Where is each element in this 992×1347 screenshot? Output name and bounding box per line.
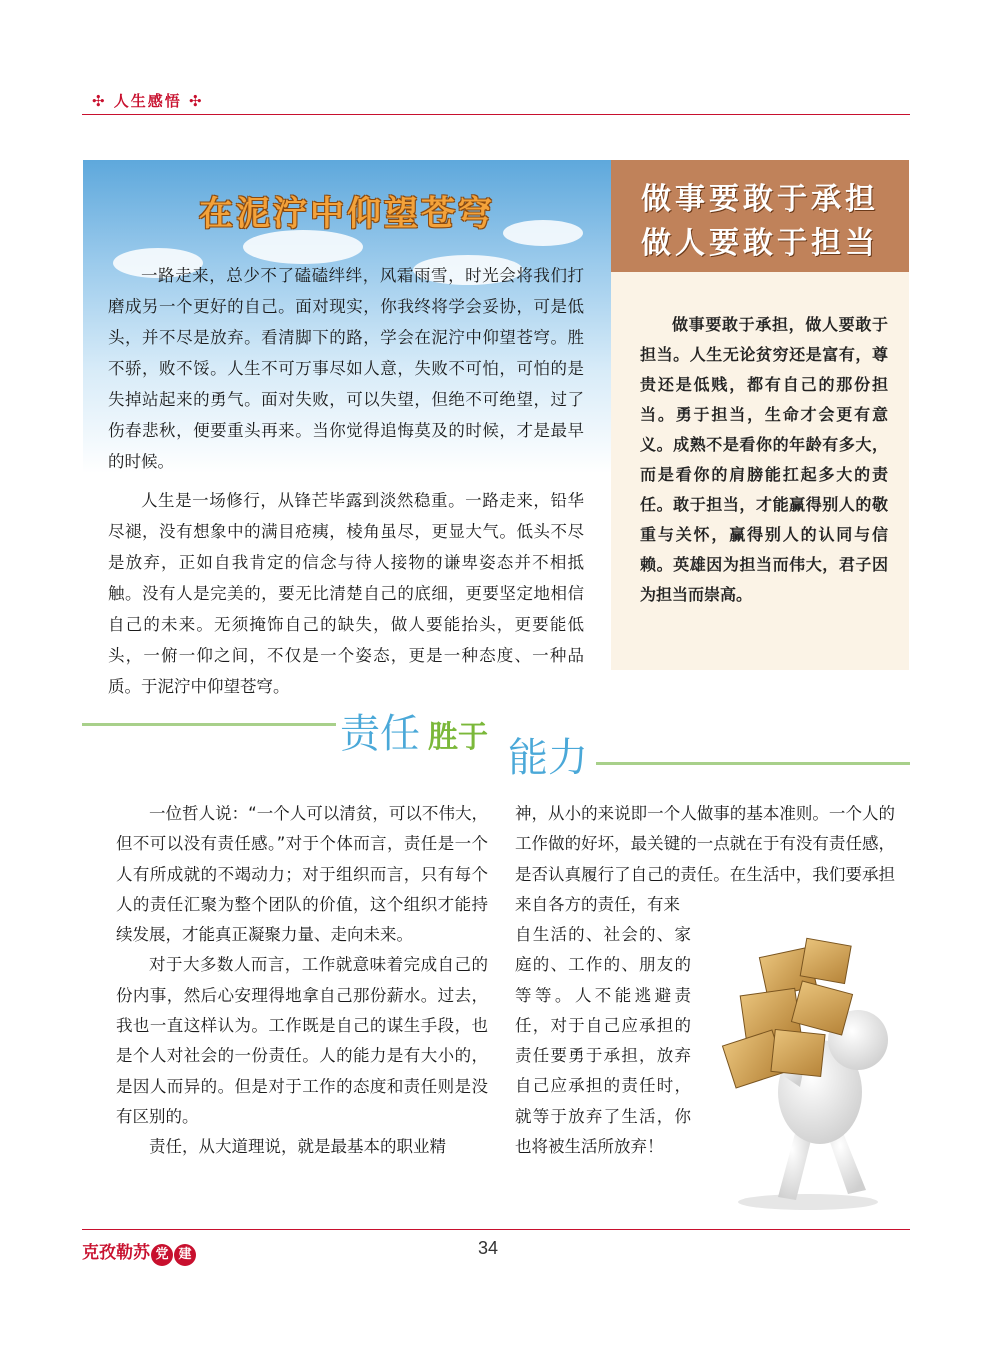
sidebar-body bbox=[640, 310, 888, 610]
sky-paragraph-2: 人生是一场修行，从锋芒毕露到淡然稳重。一路走来，铅华尽褪，没有想象中的满目疮痍，棱角虽尽，更显大气。低头不尽是放弃，正如自我肯定的信念与待人接物的谦卑姿态并不相抵触。没有人是完美的，要无比清楚自己的底细，更要坚定地相信自己的未来。无须掩饰自己的缺失，做人要能抬头，更要能低头，一俯一仰之间，不仅是一个姿态，更是一种态度、一种品质。于泥泞中仰望苍穹。 bbox=[108, 491, 584, 696]
footer-logo-text: 克孜勒苏 bbox=[82, 1243, 150, 1263]
section-title-part3: 能力 bbox=[508, 735, 588, 781]
footer-logo bbox=[82, 1238, 196, 1266]
sidebar-paragraph: 做事要敢于承担，做人要敢于担当。人生无论贫穷还是富有，尊贵还是低贱，都有自己的那份担当。勇于担当，生命才会更有意义。成熟不是看你的年龄有多大，而是看你的肩膀能扛起多大的责任。敢于担当，才能赢得别人的敬重与关怀，赢得别人的认同与信赖。英雄因为担当而伟大，君子因为担当而崇高。 bbox=[640, 315, 888, 604]
main-article-right-narrow bbox=[515, 920, 691, 1162]
section-label: ✣ 人生感悟 ✣ bbox=[92, 92, 204, 110]
section-title-part2: 胜于 bbox=[428, 720, 488, 755]
footer-logo-badge-2: 建 bbox=[174, 1244, 196, 1266]
sidebar-title-line1: 做事要敢于承担 bbox=[641, 182, 879, 217]
main-paragraph-3: 责任，从大道理说，就是最基本的职业精 bbox=[149, 1137, 446, 1157]
header-divider bbox=[82, 114, 910, 115]
sidebar-header bbox=[611, 160, 909, 272]
main-article-right-top bbox=[515, 799, 895, 920]
main-paragraph-1: 一位哲人说：“一个人可以清贫，可以不伟大，但不可以没有责任感。”对于个体而言，责任是一个人有所成就的不竭动力；对于组织而言，只有每个人的责任汇聚为整个团队的价值，这个组织才能持续发展，才能真正凝聚力量、走向未来。 bbox=[116, 804, 488, 945]
main-paragraph-2: 对于大多数人而言，工作就意味着完成自己的份内事，然后心安理得地拿自己那份薪水。过去，我也一直这样认为。工作既是自己的谋生手段，也是个人对社会的一份责任。人的能力是有大小的，是因人而异的。但是对于工作的态度和责任则是没有区别的。 bbox=[116, 955, 488, 1126]
sky-paragraph-1: 一路走来，总少不了磕磕绊绊，风霜雨雪，时光会将我们打磨成另一个更好的自己。面对现实，你我终将学会妥协，可是低头，并不尽是放弃。看清脚下的路，学会在泥泞中仰望苍穹。胜不骄，败不馁。人生不可万事尽如人意，失败不可怕，可怕的是失掉站起来的勇气。面对失败，可以失望，但绝不可绝望，过了伤春悲秋，便要重头再来。当你觉得追悔莫及的时候，才是最早的时候。 bbox=[108, 266, 584, 471]
main-article-left-column bbox=[116, 799, 488, 1163]
sidebar-title-line2: 做人要敢于担当 bbox=[641, 226, 879, 261]
section-line-left bbox=[82, 723, 336, 726]
section-title-part1: 责任 bbox=[340, 711, 420, 757]
page-number: 34 bbox=[478, 1238, 499, 1258]
section-line-right bbox=[596, 762, 910, 765]
main-paragraph-right-narrow: 自生活的、社会的、家庭的、工作的、朋友的等等。人不能逃避责任，对于自己应承担的责任要勇于承担，放弃自己应承担的责任时，就等于放弃了生活，你也将被生活所放弃！ bbox=[515, 925, 691, 1157]
footer-logo-badge-1: 党 bbox=[151, 1244, 173, 1266]
sky-article-title: 在泥泞中仰望苍穹 bbox=[199, 194, 495, 234]
figure-carrying-boxes-illustration bbox=[708, 932, 910, 1214]
main-paragraph-right-top: 神，从小的来说即一个人做事的基本准则。一个人的工作做的好坏，最关键的一点就在于有没有责任感，是否认真履行了自己的责任。在生活中，我们要承担来自各方的责任，有来 bbox=[515, 804, 895, 914]
sky-article-body bbox=[108, 260, 584, 710]
footer-divider bbox=[82, 1229, 910, 1230]
